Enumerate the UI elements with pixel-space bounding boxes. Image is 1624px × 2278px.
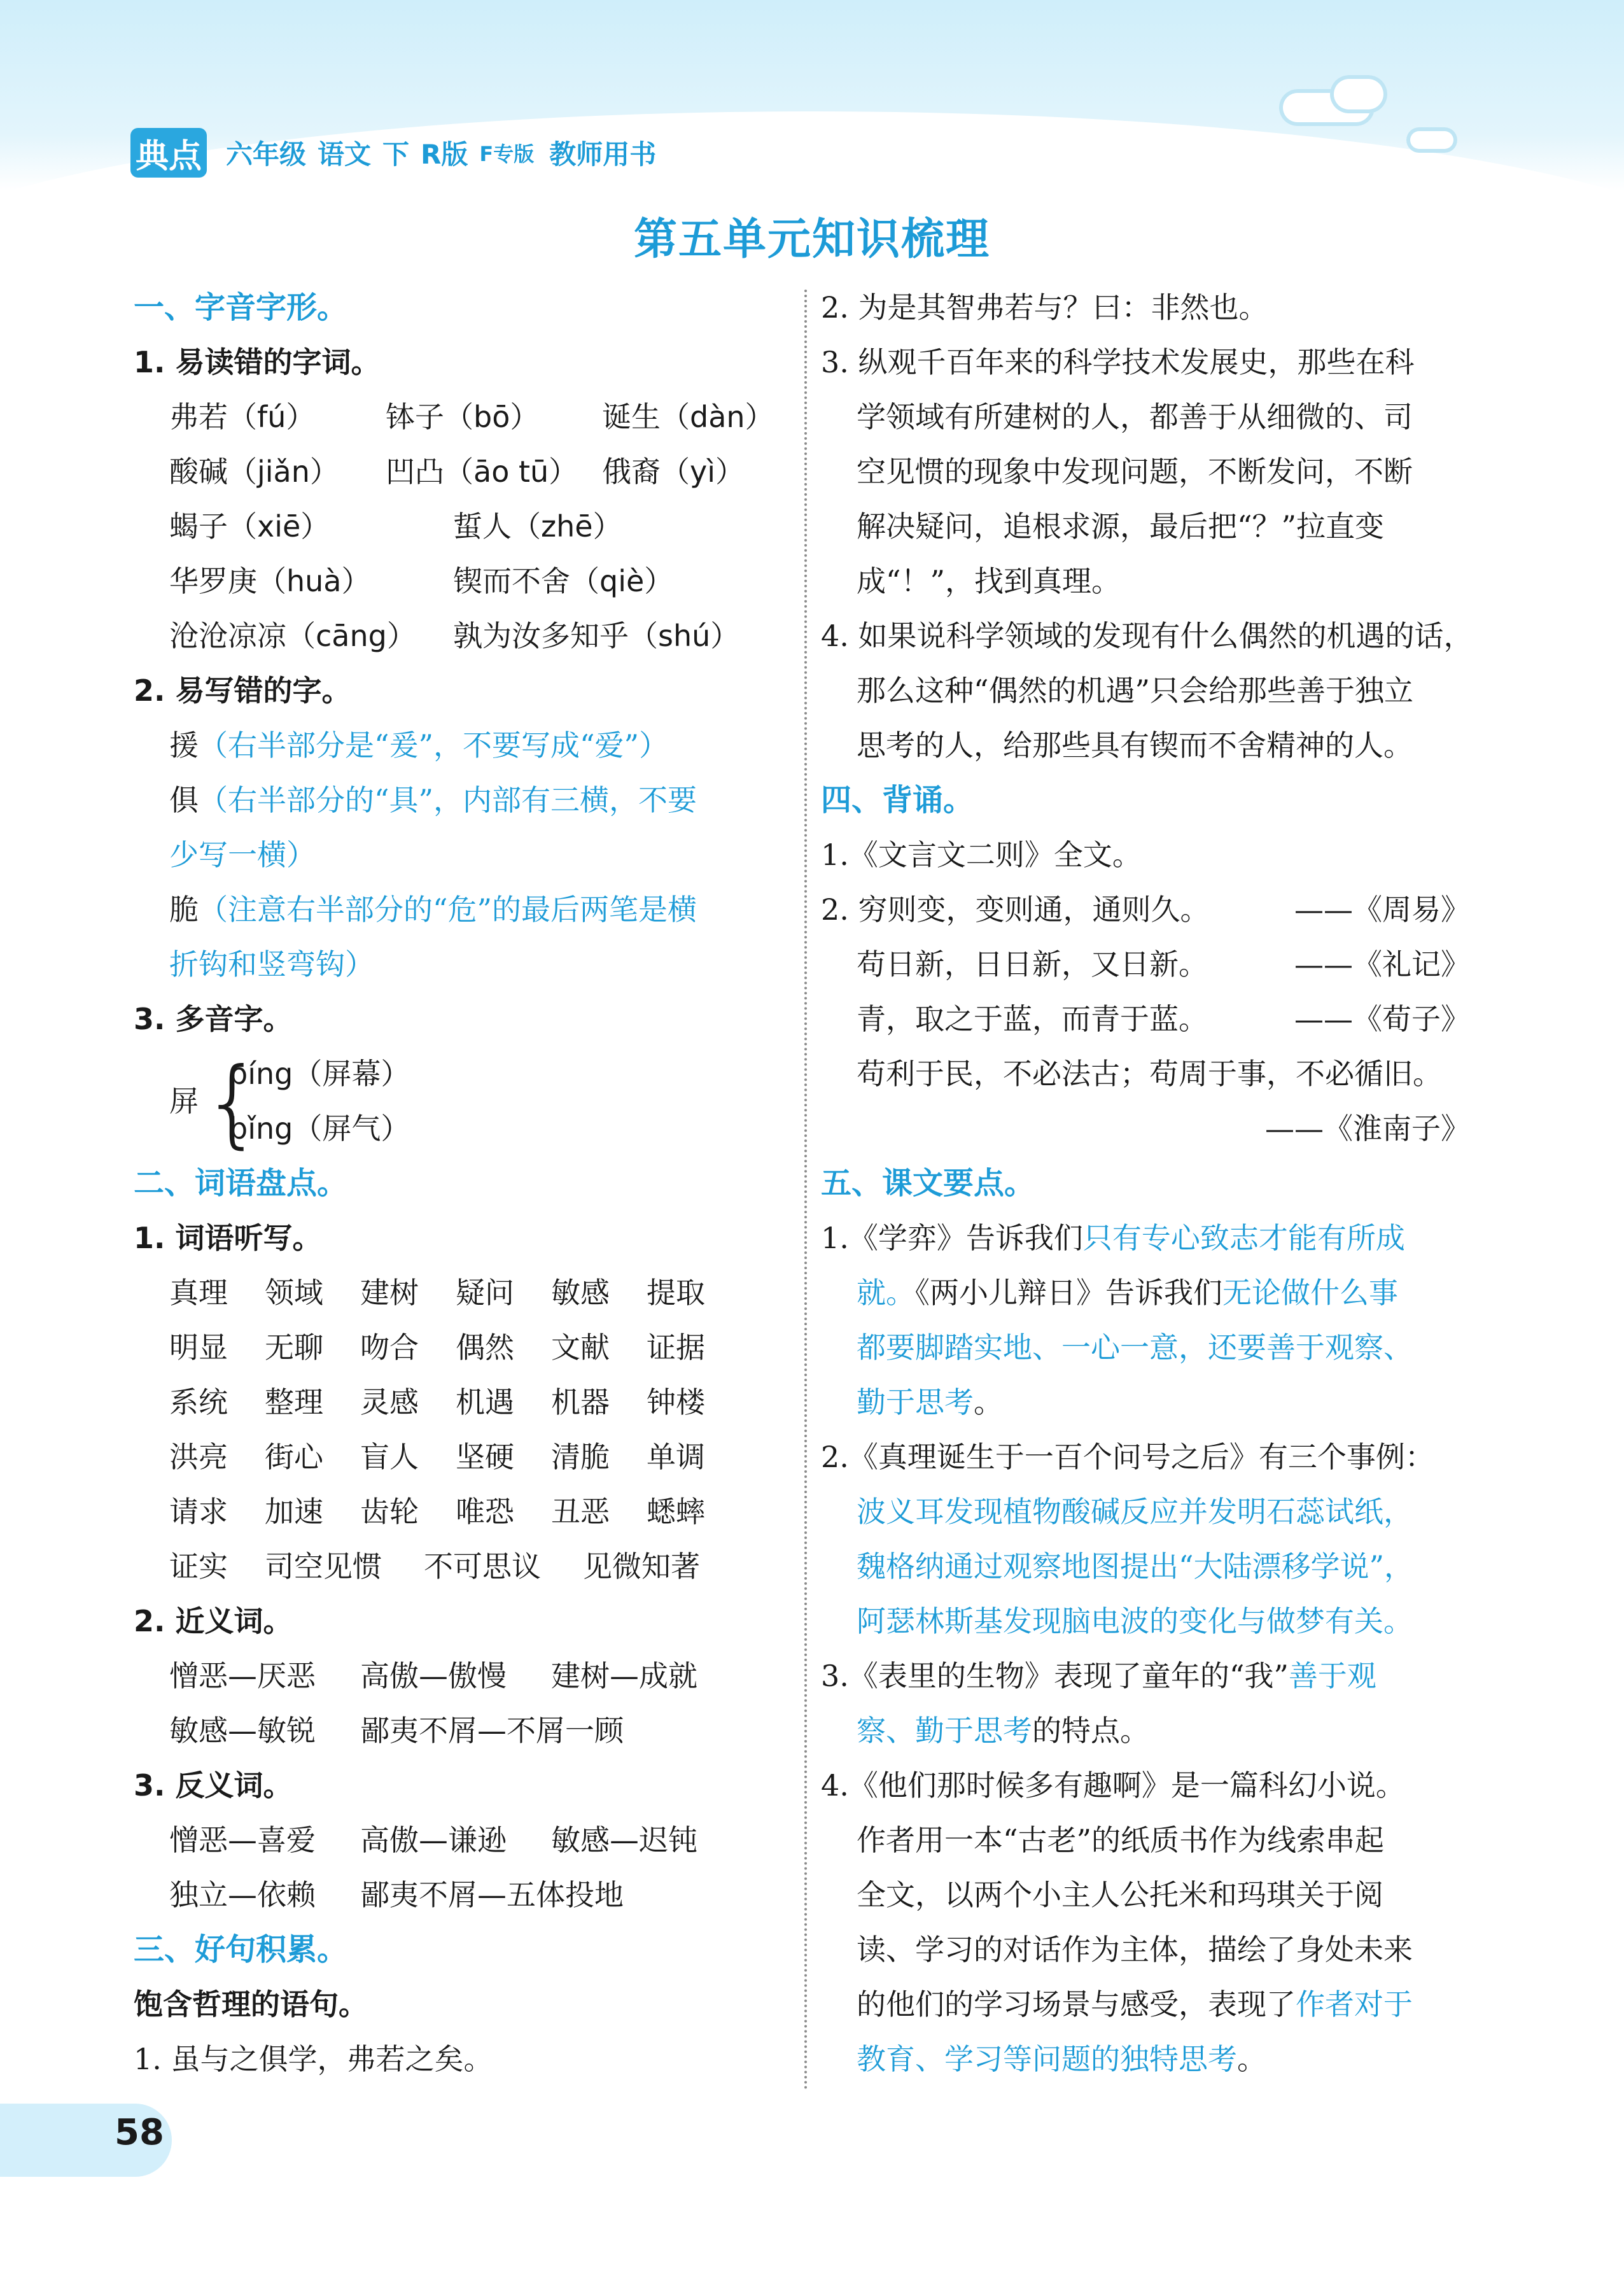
word-item: 钵子（bō）	[386, 400, 540, 434]
subheading: 1. 词语听写。	[134, 1221, 322, 1255]
point-answer: 善于观	[1288, 1659, 1376, 1693]
vocab-word: 提取	[647, 1276, 705, 1310]
point-answer: 无论做什么事	[1222, 1276, 1398, 1310]
antonym-pair: 高傲—谦逊	[360, 1823, 507, 1857]
sentence-item-cont: 解决疑问，追根求源，最后把“？”拉直变	[857, 509, 1385, 544]
quote-text: 苟利于民，不必法古；苟周于事，不必循旧。	[857, 1057, 1442, 1091]
vocab-word: 盲人	[360, 1440, 419, 1474]
vocab-word: 整理	[265, 1385, 323, 1419]
quote-source: ——《淮南子》	[1265, 1111, 1470, 1146]
point-text: 作者用一本“古老”的纸质书作为线索串起	[857, 1823, 1385, 1857]
antonym-pair: 鄙夷不屑—五体投地	[360, 1878, 624, 1912]
column-divider	[804, 290, 807, 2091]
point-answer: 察、勤于思考	[857, 1713, 1032, 1748]
right-column	[821, 280, 1483, 2086]
word-item: 孰为汝多知乎（shú）	[453, 619, 740, 653]
quote-source: ——《荀子》	[1294, 1002, 1470, 1036]
target-char: 俱	[169, 783, 199, 817]
vocab-word: 机器	[551, 1385, 610, 1419]
word-row	[134, 554, 795, 608]
vocab-row	[134, 1539, 795, 1594]
synonym-pair: 鄙夷不屑—不屑一顾	[360, 1713, 624, 1748]
vocab-word: 无聊	[265, 1330, 323, 1365]
subheading: 3. 多音字。	[134, 1002, 293, 1036]
vocab-row	[134, 1430, 795, 1484]
vocab-word: 文献	[551, 1330, 610, 1365]
brace-icon: {	[202, 1048, 263, 1158]
vocab-word: 敏感	[551, 1276, 610, 1310]
synonym-pair: 憎恶—厌恶	[169, 1659, 316, 1693]
sentence-item: 2. 为是其智弗若与？曰：非然也。	[821, 290, 1268, 325]
point-answer: 只有专心致志才能有所成	[1082, 1221, 1405, 1255]
synonym-row	[134, 1703, 795, 1758]
point-text: 1.《学弈》告诉我们	[821, 1221, 1083, 1255]
char-note	[134, 882, 795, 937]
left-column	[134, 280, 795, 2086]
point-answer: 教育、学习等问题的独特思考	[857, 2042, 1237, 2076]
point-text: 的他们的学习场景与感受，表现了	[857, 1987, 1296, 2021]
char-note	[134, 718, 795, 773]
point-answer: 都要脚踏实地、一心一意，还要善于观察、	[857, 1330, 1413, 1365]
vocab-row	[134, 1484, 795, 1539]
char-note-text: （右半部分是“爰”，不要写成“爱”）	[199, 728, 669, 763]
antonym-pair: 独立—依赖	[169, 1878, 316, 1912]
sentence-item: 4. 如果说科学领域的发现有什么偶然的机遇的话，	[821, 619, 1473, 653]
vocab-word: 灵感	[360, 1385, 419, 1419]
subheading: 1. 易读错的字词。	[134, 345, 381, 379]
word-item: 蜇人（zhē）	[453, 509, 622, 544]
vocab-word: 证实	[169, 1549, 228, 1584]
section-heading: 三、好句积累。	[134, 1932, 348, 1967]
vocab-word: 见微知著	[583, 1549, 700, 1584]
point-text: 。	[974, 1385, 1003, 1419]
recite-item: 1.《文言文二则》全文。	[821, 838, 1142, 872]
antonym-row	[134, 1867, 795, 1922]
book-type: 教师用书	[549, 139, 657, 170]
page-title: 第五单元知识梳理	[633, 214, 990, 265]
section-heading: 二、词语盘点。	[134, 1165, 348, 1201]
subheading: 饱含哲理的语句。	[134, 1987, 368, 2021]
sentence-item-cont: 空见惯的现象中发现问题，不断发问，不断	[857, 454, 1413, 489]
vocab-word: 系统	[169, 1385, 228, 1419]
point-line	[821, 1649, 1483, 1703]
sentence-item: 1. 虽与之俱学，弗若之矣。	[134, 2042, 493, 2076]
point-text: 全文，以两个小主人公托米和玛琪关于阅	[857, 1878, 1383, 1912]
quote-source: ——《周易》	[1294, 892, 1470, 927]
sentence-item-cont: 学领域有所建树的人，都善于从细微的、司	[857, 400, 1413, 434]
vocab-word: 司空见惯	[265, 1549, 382, 1584]
vocab-row	[134, 1375, 795, 1430]
vocab-word: 蟋蟀	[647, 1494, 705, 1529]
vocab-word: 证据	[647, 1330, 705, 1365]
point-answer: 阿瑟林斯基发现脑电波的变化与做梦有关。	[857, 1604, 1413, 1638]
vocab-word: 建树	[360, 1276, 419, 1310]
point-answer: 作者对于	[1296, 1987, 1413, 2021]
point-text: 读、学习的对话作为主体，描绘了身处未来	[857, 1932, 1413, 1967]
quote-text: 2. 穷则变，变则通，通则久。	[821, 892, 1210, 927]
vocab-word: 唯恐	[456, 1494, 514, 1529]
quote-row	[821, 882, 1483, 937]
word-item: 诞生（dàn）	[602, 400, 774, 434]
vocab-word: 洪亮	[169, 1440, 228, 1474]
word-row	[134, 499, 795, 554]
vocab-word: 机遇	[456, 1385, 514, 1419]
sentence-item-cont: 成“！”，找到真理。	[857, 564, 1121, 598]
point-text: 《两小儿辩日》告诉我们	[915, 1276, 1222, 1310]
word-item: 蝎子（xiē）	[169, 509, 330, 544]
page-number: 58	[115, 2112, 164, 2153]
polyphone-char: 屏	[169, 1084, 199, 1118]
point-text: 4.《他们那时候多有趣啊》是一篇科幻小说。	[821, 1768, 1405, 1803]
word-item: 弗若（fú）	[169, 400, 316, 434]
word-item: 沧沧凉凉（cāng）	[169, 619, 416, 653]
quote-row	[821, 937, 1483, 992]
word-item: 酸碱（jiǎn）	[169, 454, 339, 489]
synonym-pair: 敏感—敏锐	[169, 1713, 316, 1748]
word-row	[134, 444, 795, 499]
char-note-text: 少写一横）	[169, 838, 316, 872]
point-line	[821, 1375, 1483, 1430]
section-heading: 四、背诵。	[821, 782, 974, 818]
point-answer: 魏格纳通过观察地图提出“大陆漂移学说”，	[857, 1549, 1414, 1584]
synonym-pair: 高傲—傲慢	[360, 1659, 507, 1693]
vocab-word: 清脆	[551, 1440, 610, 1474]
vocab-word: 单调	[647, 1440, 705, 1474]
vocab-word: 不可思议	[424, 1549, 541, 1584]
quote-row	[821, 992, 1483, 1046]
antonym-pair: 憎恶—喜爱	[169, 1823, 316, 1857]
vocab-word: 坚硬	[456, 1440, 514, 1474]
edition: R版	[421, 139, 468, 170]
point-line	[821, 1703, 1483, 1758]
vocab-word: 疑问	[456, 1276, 514, 1310]
vocab-word: 齿轮	[360, 1494, 419, 1529]
polyphone-group	[134, 1046, 795, 1156]
point-answer: 勤于思考	[857, 1385, 974, 1419]
term: 下	[382, 139, 410, 170]
word-item: 凹凸（āo tū）	[386, 454, 578, 489]
word-item: 锲而不舍（qiè）	[453, 564, 674, 598]
point-line	[821, 1977, 1483, 2032]
cloud-decoration	[1330, 75, 1387, 113]
publisher-logo: 典点	[130, 128, 207, 178]
synonym-row	[134, 1649, 795, 1703]
section-heading: 五、课文要点。	[821, 1165, 1035, 1201]
word-row	[134, 390, 795, 444]
point-answer: 波义耳发现植物酸碱反应并发明石蕊试纸，	[857, 1494, 1413, 1529]
quote-text: 青，取之于蓝，而青于蓝。	[857, 1002, 1208, 1036]
sentence-item-cont: 思考的人，给那些具有锲而不舍精神的人。	[857, 728, 1413, 763]
char-note-text: （右半部分的“具”，内部有三横，不要	[199, 783, 697, 817]
point-text: 2.《真理诞生于一百个问号之后》有三个事例：	[821, 1440, 1434, 1474]
char-note	[134, 773, 795, 827]
quote-text: 苟日新，日日新，又日新。	[857, 947, 1208, 981]
vocab-word: 明显	[169, 1330, 228, 1365]
antonym-pair: 敏感—迟钝	[551, 1823, 697, 1857]
section-heading: 一、字音字形。	[134, 290, 348, 325]
vocab-word: 钟楼	[647, 1385, 705, 1419]
target-char: 援	[169, 728, 199, 763]
special-edition: F专版	[479, 142, 535, 166]
point-line	[821, 2032, 1483, 2086]
word-item: 俄裔（yì）	[602, 454, 745, 489]
vocab-word: 领域	[265, 1276, 323, 1310]
point-line	[821, 1265, 1483, 1320]
point-answer: 就。	[857, 1276, 915, 1310]
vocab-row	[134, 1265, 795, 1320]
target-char: 脆	[169, 892, 199, 927]
quote-source: ——《礼记》	[1294, 947, 1470, 981]
point-text: 3.《表里的生物》表现了童年的“我”	[821, 1659, 1289, 1693]
subheading: 2. 易写错的字。	[134, 673, 351, 708]
subheading: 3. 反义词。	[134, 1768, 293, 1803]
point-text: 的特点。	[1032, 1713, 1149, 1748]
point-line	[821, 1211, 1483, 1265]
char-note-text: 折钩和竖弯钩）	[169, 947, 374, 981]
vocab-word: 加速	[265, 1494, 323, 1529]
vocab-word: 真理	[169, 1276, 228, 1310]
vocab-word: 丑恶	[551, 1494, 610, 1529]
vocab-row	[134, 1320, 795, 1375]
cloud-decoration	[1406, 127, 1457, 153]
point-text: 。	[1237, 2042, 1266, 2076]
antonym-row	[134, 1813, 795, 1867]
vocab-word: 偶然	[456, 1330, 514, 1365]
word-row	[134, 608, 795, 663]
vocab-word: 街心	[265, 1440, 323, 1474]
sentence-item: 3. 纵观千百年来的科学技术发展史，那些在科	[821, 345, 1415, 379]
char-note-text: （注意右半部分的“危”的最后两笔是横	[199, 892, 697, 927]
book-header	[130, 124, 668, 181]
word-item: 华罗庚（huà）	[169, 564, 371, 598]
sentence-item-cont: 那么这种“偶然的机遇”只会给那些善于独立	[857, 673, 1414, 708]
subheading: 2. 近义词。	[134, 1604, 293, 1638]
synonym-pair: 建树—成就	[551, 1659, 697, 1693]
vocab-word: 请求	[169, 1494, 228, 1529]
subject: 语文	[318, 139, 372, 170]
polyphone-reading: píng（屏幕）	[229, 1057, 410, 1091]
vocab-word: 吻合	[360, 1330, 419, 1365]
polyphone-reading: bǐng（屏气）	[229, 1111, 410, 1146]
grade: 六年级	[226, 139, 307, 170]
